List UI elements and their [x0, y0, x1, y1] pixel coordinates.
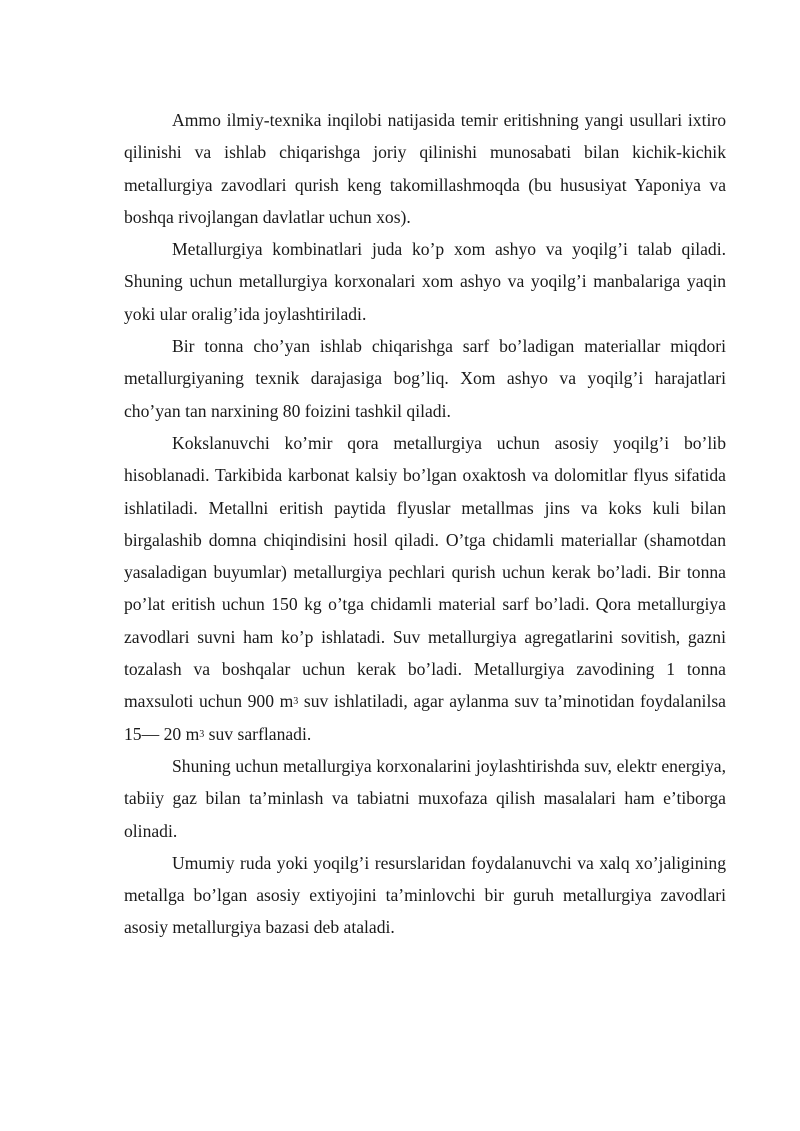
paragraph-coking-coal: [124, 427, 726, 750]
paragraph-metallurgical-base: Umumiy ruda yoki yoqilg’i resurslaridan foydalanuvchi va xalq xo’jaligining metallga bo’lgan asosiy extiyojini ta’minlovchi bir guruh metallurgiya zavodlari asosiy metallurgiya bazasi deb ataladi.: [124, 852, 726, 938]
paragraph-mini-mills: Ammo ilmiy-texnika inqilobi natijasida temir eritishning yangi usullari ixtiro qilinishi va ishlab chiqarishga joriy qilinishi munosabati bilan kichik-kichik metallurgiya zavodlari qurish keng takomillashmoqda (bu hususiyat Yaponiya va boshqa rivojlangan davlatlar uchun xos).: [124, 110, 726, 227]
superscript-cubic-1: 3: [293, 696, 299, 708]
paragraph-coking-coal-part2: suv ishlatiladi, agar aylanma suv ta’minotidan foydalanilsa 15— 20 m: [124, 691, 726, 744]
document-body: [124, 104, 726, 944]
superscript-cubic-2: 3: [199, 728, 205, 740]
paragraph-pig-iron-cost: Bir tonna cho’yan ishlab chiqarishga sarf bo’ladigan materiallar miqdori metallurgiyaning texnik darajasiga bog’liq. Xom ashyo va yoqilg’i harajatlari cho’yan tan narxining 80 foizini tashkil qiladi.: [124, 336, 726, 421]
paragraph-coking-coal-part3: suv sarflanadi.: [204, 723, 312, 744]
paragraph-coking-coal-part1: Kokslanuvchi ko’mir qora metallurgiya uchun asosiy yoqilg’i bo’lib hisoblanadi. Tarkibida karbonat kalsiy bo’lgan oxaktosh va dolomitlar flyus sifatida ishlatiladi. Metallni eritish paytida flyuslar metallmas jins va koks kuli bilan birgalashib domna chiqindisini hosil qiladi. O’tga chidamli materiallar (shamotdan yasaladigan buyumlar) metallurgiya pechlari qurish uchun kerak bo’ladi. Bir tonna po’lat eritish uchun 150 kg o’tga chidamli material sarf bo’ladi. Qora metallurgiya zavodlari suvni ham ko’p ishlatadi. Suv metallurgiya agregatlarini sovitish, gazni tozalash va boshqalar uchun kerak bo’ladi. Metallurgiya zavodining 1 tonna maxsuloti uchun 900 m: [124, 432, 726, 712]
paragraph-raw-materials: Metallurgiya kombinatlari juda ko’p xom ashyo va yoqilg’i talab qiladi. Shuning uchun metallurgiya korxonalari xom ashyo va yoqilg’i manbalariga yaqin yoki ular oralig’ida joylashtiriladi.: [124, 239, 726, 324]
paragraph-location-factors: Shuning uchun metallurgiya korxonalarini joylashtirishda suv, elektr energiya, tabiiy gaz bilan ta’minlash va tabiatni muxofaza qilish masalalari ham e’tiborga olinadi.: [124, 755, 726, 841]
